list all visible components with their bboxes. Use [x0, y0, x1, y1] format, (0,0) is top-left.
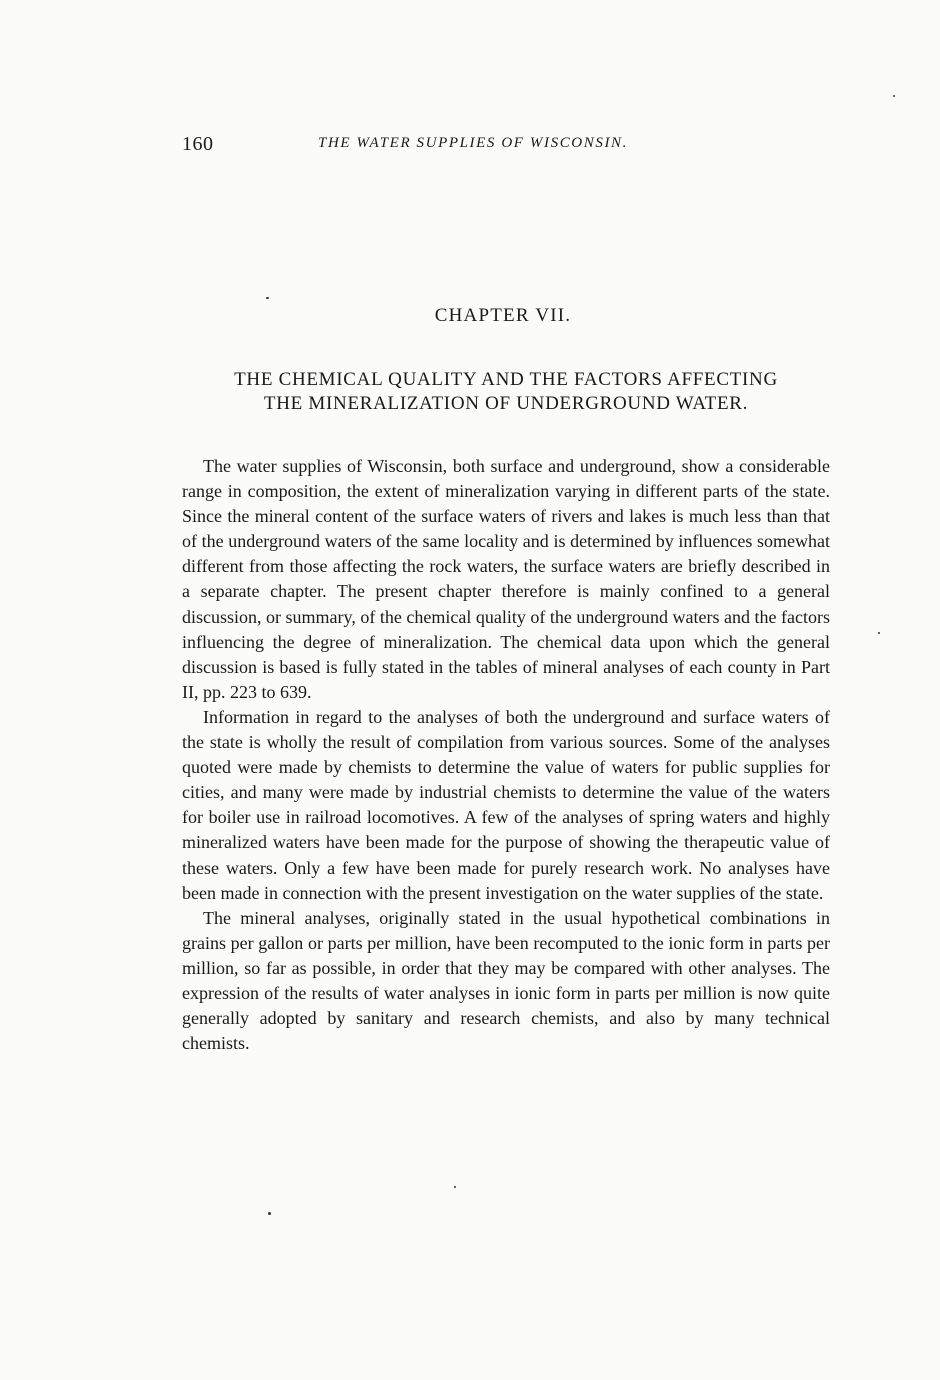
page-number: 160	[182, 133, 214, 155]
chapter-label: CHAPTER VII.	[434, 305, 572, 326]
scan-speck	[878, 632, 880, 634]
running-head-title: THE WATER SUPPLIES OF WISCONSIN.	[318, 135, 628, 151]
body-text	[182, 454, 830, 1056]
scan-speck	[268, 1212, 271, 1215]
scan-speck	[454, 1186, 456, 1188]
paragraph-2: Information in regard to the analyses of both the underground and surface waters of the state is wholly the result of compilation from various sources. Some of the analyses quoted were made by chemists to determine the value of waters for public supplies for cities, and many were made by industrial chemists to determine the value of the waters for boiler use in railroad locomotives. A few of the analyses of spring waters and highly mineralized waters have been made for the purpose of showing the therapeutic value of these waters. Only a few have been made for purely research work. No analyses have been made in connection with the present investigation on the water supplies of the state.	[182, 706, 830, 903]
chapter-title	[182, 368, 830, 416]
paragraph-3: The mineral analyses, originally stated in the usual hypothetical combinations in grains per gallon or parts per million, have been recomputed to the ionic form in parts per million, so far as possible, in order that they may be compared with other analyses. The expression of the results of water analyses in ionic form in parts per million is now quite generally adopted by sanitary and research chemists, and also by many technical chemists.	[182, 907, 830, 1054]
chapter-title-line-1: THE CHEMICAL QUALITY AND THE FACTORS AFFECTING	[234, 369, 778, 390]
scan-speck	[893, 95, 895, 97]
scan-speck	[266, 297, 269, 299]
chapter-title-line-2: THE MINERALIZATION OF UNDERGROUND WATER.	[263, 393, 749, 414]
paragraph-1: The water supplies of Wisconsin, both surface and underground, show a considerable range in composition, the extent of mineralization varying in different parts of the state. Since the mineral content of the surface waters of rivers and lakes is much less than that of the underground waters of the same locality and is determined by influences somewhat different from those affecting the rock waters, the surface waters are briefly described in a separate chapter. The present chapter therefore is mainly confined to a general discussion, or summary, of the chemical quality of the underground waters and the factors influencing the degree of mineralization. The chemical data upon which the general discussion is based is fully stated in the tables of mineral analyses of each county in Part II, pp. 223 to 639.	[182, 456, 830, 702]
